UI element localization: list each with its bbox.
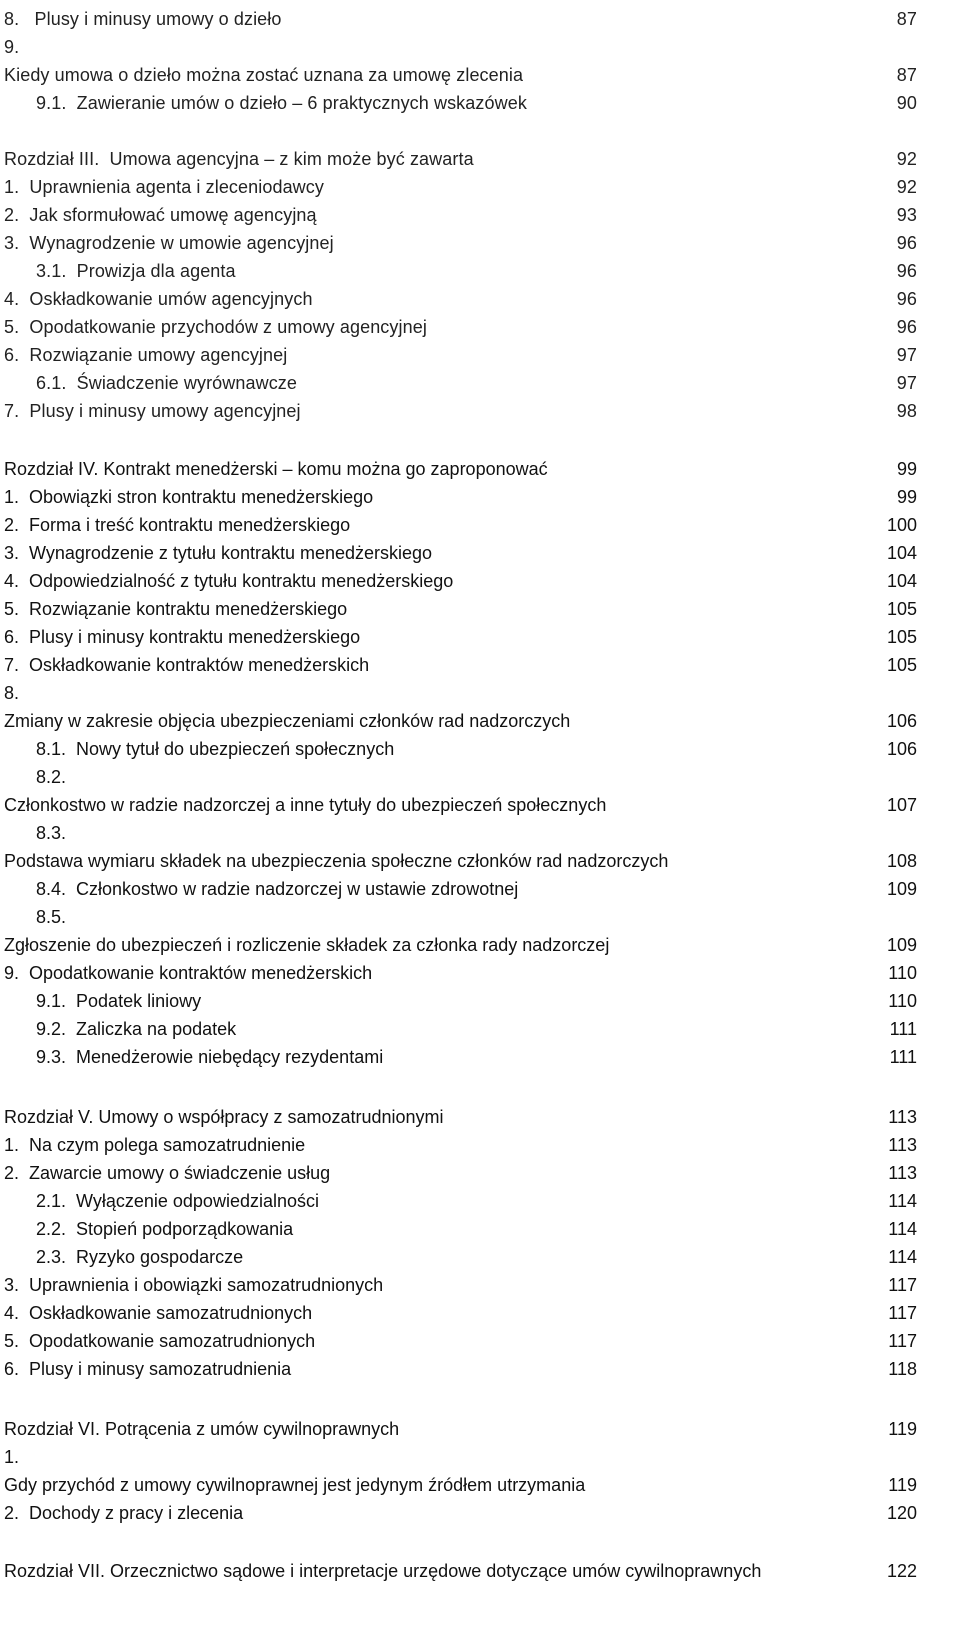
- toc-entry-page-number: 104: [886, 543, 917, 563]
- toc-entry: [0, 1472, 960, 1498]
- toc-entry-page-number: 117: [888, 1303, 917, 1323]
- toc-entry-title: Rozdział III. Umowa agencyjna – z kim może być zawarta: [4, 149, 474, 169]
- toc-entry-title: 7. Plusy i minusy umowy agencyjnej: [4, 401, 301, 421]
- toc-entry-title: 4. Oskładkowanie umów agencyjnych: [4, 289, 313, 309]
- toc-entry-page-number: 105: [886, 655, 917, 675]
- toc-entry-title: 6. Rozwiązanie umowy agencyjnej: [4, 345, 288, 365]
- toc-entry-page-number: 99: [896, 459, 917, 479]
- toc-entry-page-number: 114: [888, 1219, 917, 1239]
- toc-entry-title: 9.3. Menedżerowie niebędący rezydentami: [36, 1047, 384, 1067]
- toc-entry-title: 3.1. Prowizja dla agenta: [36, 261, 236, 281]
- toc-entry-title: 2. Jak sformułować umowę agencyjną: [4, 205, 317, 225]
- toc-entry-page-number: 113: [888, 1135, 917, 1155]
- toc-entry: [0, 174, 960, 200]
- toc-entry-page-number: 109: [886, 879, 917, 899]
- toc-entry: [0, 146, 960, 172]
- toc-entry-title: Rozdział IV. Kontrakt menedżerski – komu można go zaproponować: [4, 459, 548, 479]
- toc-entry-page-number: 106: [886, 739, 917, 759]
- toc-entry-title: 2. Dochody z pracy i zlecenia: [4, 1503, 244, 1523]
- toc-entry-title: 2.3. Ryzyko gospodarcze: [36, 1247, 244, 1267]
- toc-entry-page-number: 110: [888, 963, 917, 983]
- toc-entry-title: 8.: [4, 683, 20, 703]
- toc-entry-title: 9.: [4, 37, 20, 57]
- toc-entry: [0, 1444, 960, 1470]
- toc-entry: [0, 314, 960, 340]
- toc-entry: [0, 596, 960, 622]
- toc-entry-page-number: 87: [896, 65, 917, 85]
- toc-entry-page-number: 110: [888, 991, 917, 1011]
- toc-entry: [0, 1016, 960, 1042]
- toc-entry-page-number: 105: [886, 627, 917, 647]
- toc-entry-page-number: 114: [888, 1191, 917, 1211]
- toc-entry: [0, 1044, 960, 1070]
- toc-entry-page-number: 96: [896, 261, 917, 281]
- toc-entry-page-number: 92: [896, 149, 917, 169]
- toc-entry-page-number: 109: [886, 935, 917, 955]
- toc-entry-title: 6.1. Świadczenie wyrównawcze: [36, 373, 298, 393]
- toc-entry-title: 4. Odpowiedzialność z tytułu kontraktu menedżerskiego: [4, 571, 454, 591]
- toc-entry-title: 1. Uprawnienia agenta i zleceniodawcy: [4, 177, 324, 197]
- toc-entry: [0, 1104, 960, 1130]
- toc-entry-title: 7. Oskładkowanie kontraktów menedżerskich: [4, 655, 370, 675]
- toc-entry-title: 2.2. Stopień podporządkowania: [36, 1219, 294, 1239]
- toc-entry-title: 1. Na czym polega samozatrudnienie: [4, 1135, 306, 1155]
- toc-entry: [0, 370, 960, 396]
- toc-entry-page-number: 90: [896, 93, 917, 113]
- toc-entry: [0, 90, 960, 116]
- toc-entry: [0, 708, 960, 734]
- toc-entry-title: Kiedy umowa o dzieło można zostać uznana za umowę zlecenia: [4, 65, 524, 85]
- toc-entry-title: 8.1. Nowy tytuł do ubezpieczeń społecznych: [36, 739, 395, 759]
- toc-entry: [0, 1558, 960, 1584]
- toc-entry-title: 3. Wynagrodzenie z tytułu kontraktu menedżerskiego: [4, 543, 433, 563]
- toc-entry-page-number: 98: [896, 401, 917, 421]
- toc-entry-title: 2. Zawarcie umowy o świadczenie usług: [4, 1163, 331, 1183]
- toc-entry: [0, 680, 960, 706]
- toc-entry-page-number: 97: [896, 373, 917, 393]
- toc-entry-page-number: 97: [896, 345, 917, 365]
- toc-entry: [0, 736, 960, 762]
- toc-entry-page-number: 107: [886, 795, 917, 815]
- toc-entry: [0, 988, 960, 1014]
- toc-entry: [0, 1328, 960, 1354]
- toc-entry-title: 9.1. Zawieranie umów o dzieło – 6 praktycznych wskazówek: [36, 93, 527, 113]
- toc-entry: [0, 624, 960, 650]
- toc-entry: [0, 398, 960, 424]
- toc-entry: [0, 230, 960, 256]
- toc-entry-page-number: 119: [888, 1475, 917, 1495]
- toc-entry-title: Członkostwo w radzie nadzorczej a inne tytuły do ubezpieczeń społecznych: [4, 795, 607, 815]
- toc-entry-page-number: 100: [886, 515, 917, 535]
- toc-entry: [0, 34, 960, 60]
- toc-entry: [0, 1500, 960, 1526]
- toc-entry-page-number: 111: [889, 1019, 917, 1039]
- toc-entry-title: 8.2.: [36, 767, 67, 787]
- toc-entry: [0, 932, 960, 958]
- toc-entry-title: 6. Plusy i minusy samozatrudnienia: [4, 1359, 292, 1379]
- toc-entry-title: 2. Forma i treść kontraktu menedżerskiego: [4, 515, 351, 535]
- toc-entry-page-number: 119: [888, 1419, 917, 1439]
- toc-entry: [0, 820, 960, 846]
- toc-entry-title: 6. Plusy i minusy kontraktu menedżerskiego: [4, 627, 361, 647]
- toc-entry: [0, 1416, 960, 1442]
- toc-entry: [0, 1272, 960, 1298]
- toc-entry-title: 2.1. Wyłączenie odpowiedzialności: [36, 1191, 319, 1211]
- toc-entry-page-number: 111: [889, 1047, 917, 1067]
- toc-entry-title: Gdy przychód z umowy cywilnoprawnej jest jedynym źródłem utrzymania: [4, 1475, 586, 1495]
- toc-entry: [0, 1244, 960, 1270]
- toc-entry-title: Rozdział V. Umowy o współpracy z samozatrudnionymi: [4, 1107, 444, 1127]
- toc-entry: [0, 258, 960, 284]
- toc-entry: [0, 512, 960, 538]
- toc-entry: [0, 540, 960, 566]
- toc-entry-title: 8.3.: [36, 823, 67, 843]
- toc-entry-page-number: 87: [896, 9, 917, 29]
- toc-entry-title: Rozdział VI. Potrącenia z umów cywilnoprawnych: [4, 1419, 400, 1439]
- toc-entry-page-number: 96: [896, 317, 917, 337]
- toc-entry-title: 8. Plusy i minusy umowy o dzieło: [4, 9, 282, 29]
- toc-entry: [0, 202, 960, 228]
- toc-entry-title: 3. Uprawnienia i obowiązki samozatrudnionych: [4, 1275, 384, 1295]
- toc-entry-title: 8.4. Członkostwo w radzie nadzorczej w ustawie zdrowotnej: [36, 879, 519, 899]
- toc-entry: [0, 456, 960, 482]
- toc-entry: [0, 1132, 960, 1158]
- toc-entry-page-number: 113: [888, 1163, 917, 1183]
- toc-entry-page-number: 96: [896, 289, 917, 309]
- toc-entry-title: 9. Opodatkowanie kontraktów menedżerskich: [4, 963, 373, 983]
- toc-entry-title: 9.1. Podatek liniowy: [36, 991, 202, 1011]
- toc-entry: [0, 1356, 960, 1382]
- toc-entry: [0, 484, 960, 510]
- toc-entry-page-number: 122: [886, 1561, 917, 1581]
- toc-entry-page-number: 117: [888, 1275, 917, 1295]
- toc-entry-page-number: 118: [888, 1359, 917, 1379]
- toc-entry-page-number: 105: [886, 599, 917, 619]
- toc-entry-page-number: 96: [896, 233, 917, 253]
- toc-entry: [0, 904, 960, 930]
- toc-entry: [0, 764, 960, 790]
- toc-entry: [0, 62, 960, 88]
- toc-entry-page-number: 99: [896, 487, 917, 507]
- toc-entry: [0, 6, 960, 32]
- toc-entry: [0, 652, 960, 678]
- toc-entry-page-number: 93: [896, 205, 917, 225]
- toc-entry-page-number: 104: [886, 571, 917, 591]
- toc-entry-title: 9.2. Zaliczka na podatek: [36, 1019, 237, 1039]
- toc-entry-title: 1. Obowiązki stron kontraktu menedżerskiego: [4, 487, 374, 507]
- toc-entry-title: 3. Wynagrodzenie w umowie agencyjnej: [4, 233, 334, 253]
- toc-entry-page-number: 114: [888, 1247, 917, 1267]
- toc-entry-title: Rozdział VII. Orzecznictwo sądowe i interpretacje urzędowe dotyczące umów cywilnoprawnych: [4, 1561, 762, 1581]
- toc-entry-page-number: 117: [888, 1331, 917, 1351]
- toc-entry: [0, 848, 960, 874]
- toc-entry-title: 1.: [4, 1447, 20, 1467]
- toc-entry-title: 4. Oskładkowanie samozatrudnionych: [4, 1303, 313, 1323]
- toc-entry-title: Zmiany w zakresie objęcia ubezpieczeniami członków rad nadzorczych: [4, 711, 571, 731]
- toc-entry: [0, 568, 960, 594]
- toc-entry: [0, 1188, 960, 1214]
- toc-entry-title: Zgłoszenie do ubezpieczeń i rozliczenie składek za członka rady nadzorczej: [4, 935, 610, 955]
- toc-entry-page-number: 113: [888, 1107, 917, 1127]
- toc-entry-title: Podstawa wymiaru składek na ubezpieczenia społeczne członków rad nadzorczych: [4, 851, 669, 871]
- toc-entry: [0, 792, 960, 818]
- toc-entry: [0, 960, 960, 986]
- toc-entry: [0, 1160, 960, 1186]
- toc-entry-page-number: 106: [886, 711, 917, 731]
- toc-entry-title: 5. Opodatkowanie przychodów z umowy agencyjnej: [4, 317, 427, 337]
- toc-entry: [0, 1216, 960, 1242]
- toc-entry: [0, 876, 960, 902]
- toc-entry: [0, 342, 960, 368]
- toc-entry-title: 5. Rozwiązanie kontraktu menedżerskiego: [4, 599, 348, 619]
- toc-entry-page-number: 92: [896, 177, 917, 197]
- toc-entry-page-number: 120: [886, 1503, 917, 1523]
- toc-entry: [0, 286, 960, 312]
- toc-entry-title: 8.5.: [36, 907, 67, 927]
- toc-entry-title: 5. Opodatkowanie samozatrudnionych: [4, 1331, 316, 1351]
- toc-entry-page-number: 108: [886, 851, 917, 871]
- toc-entry: [0, 1300, 960, 1326]
